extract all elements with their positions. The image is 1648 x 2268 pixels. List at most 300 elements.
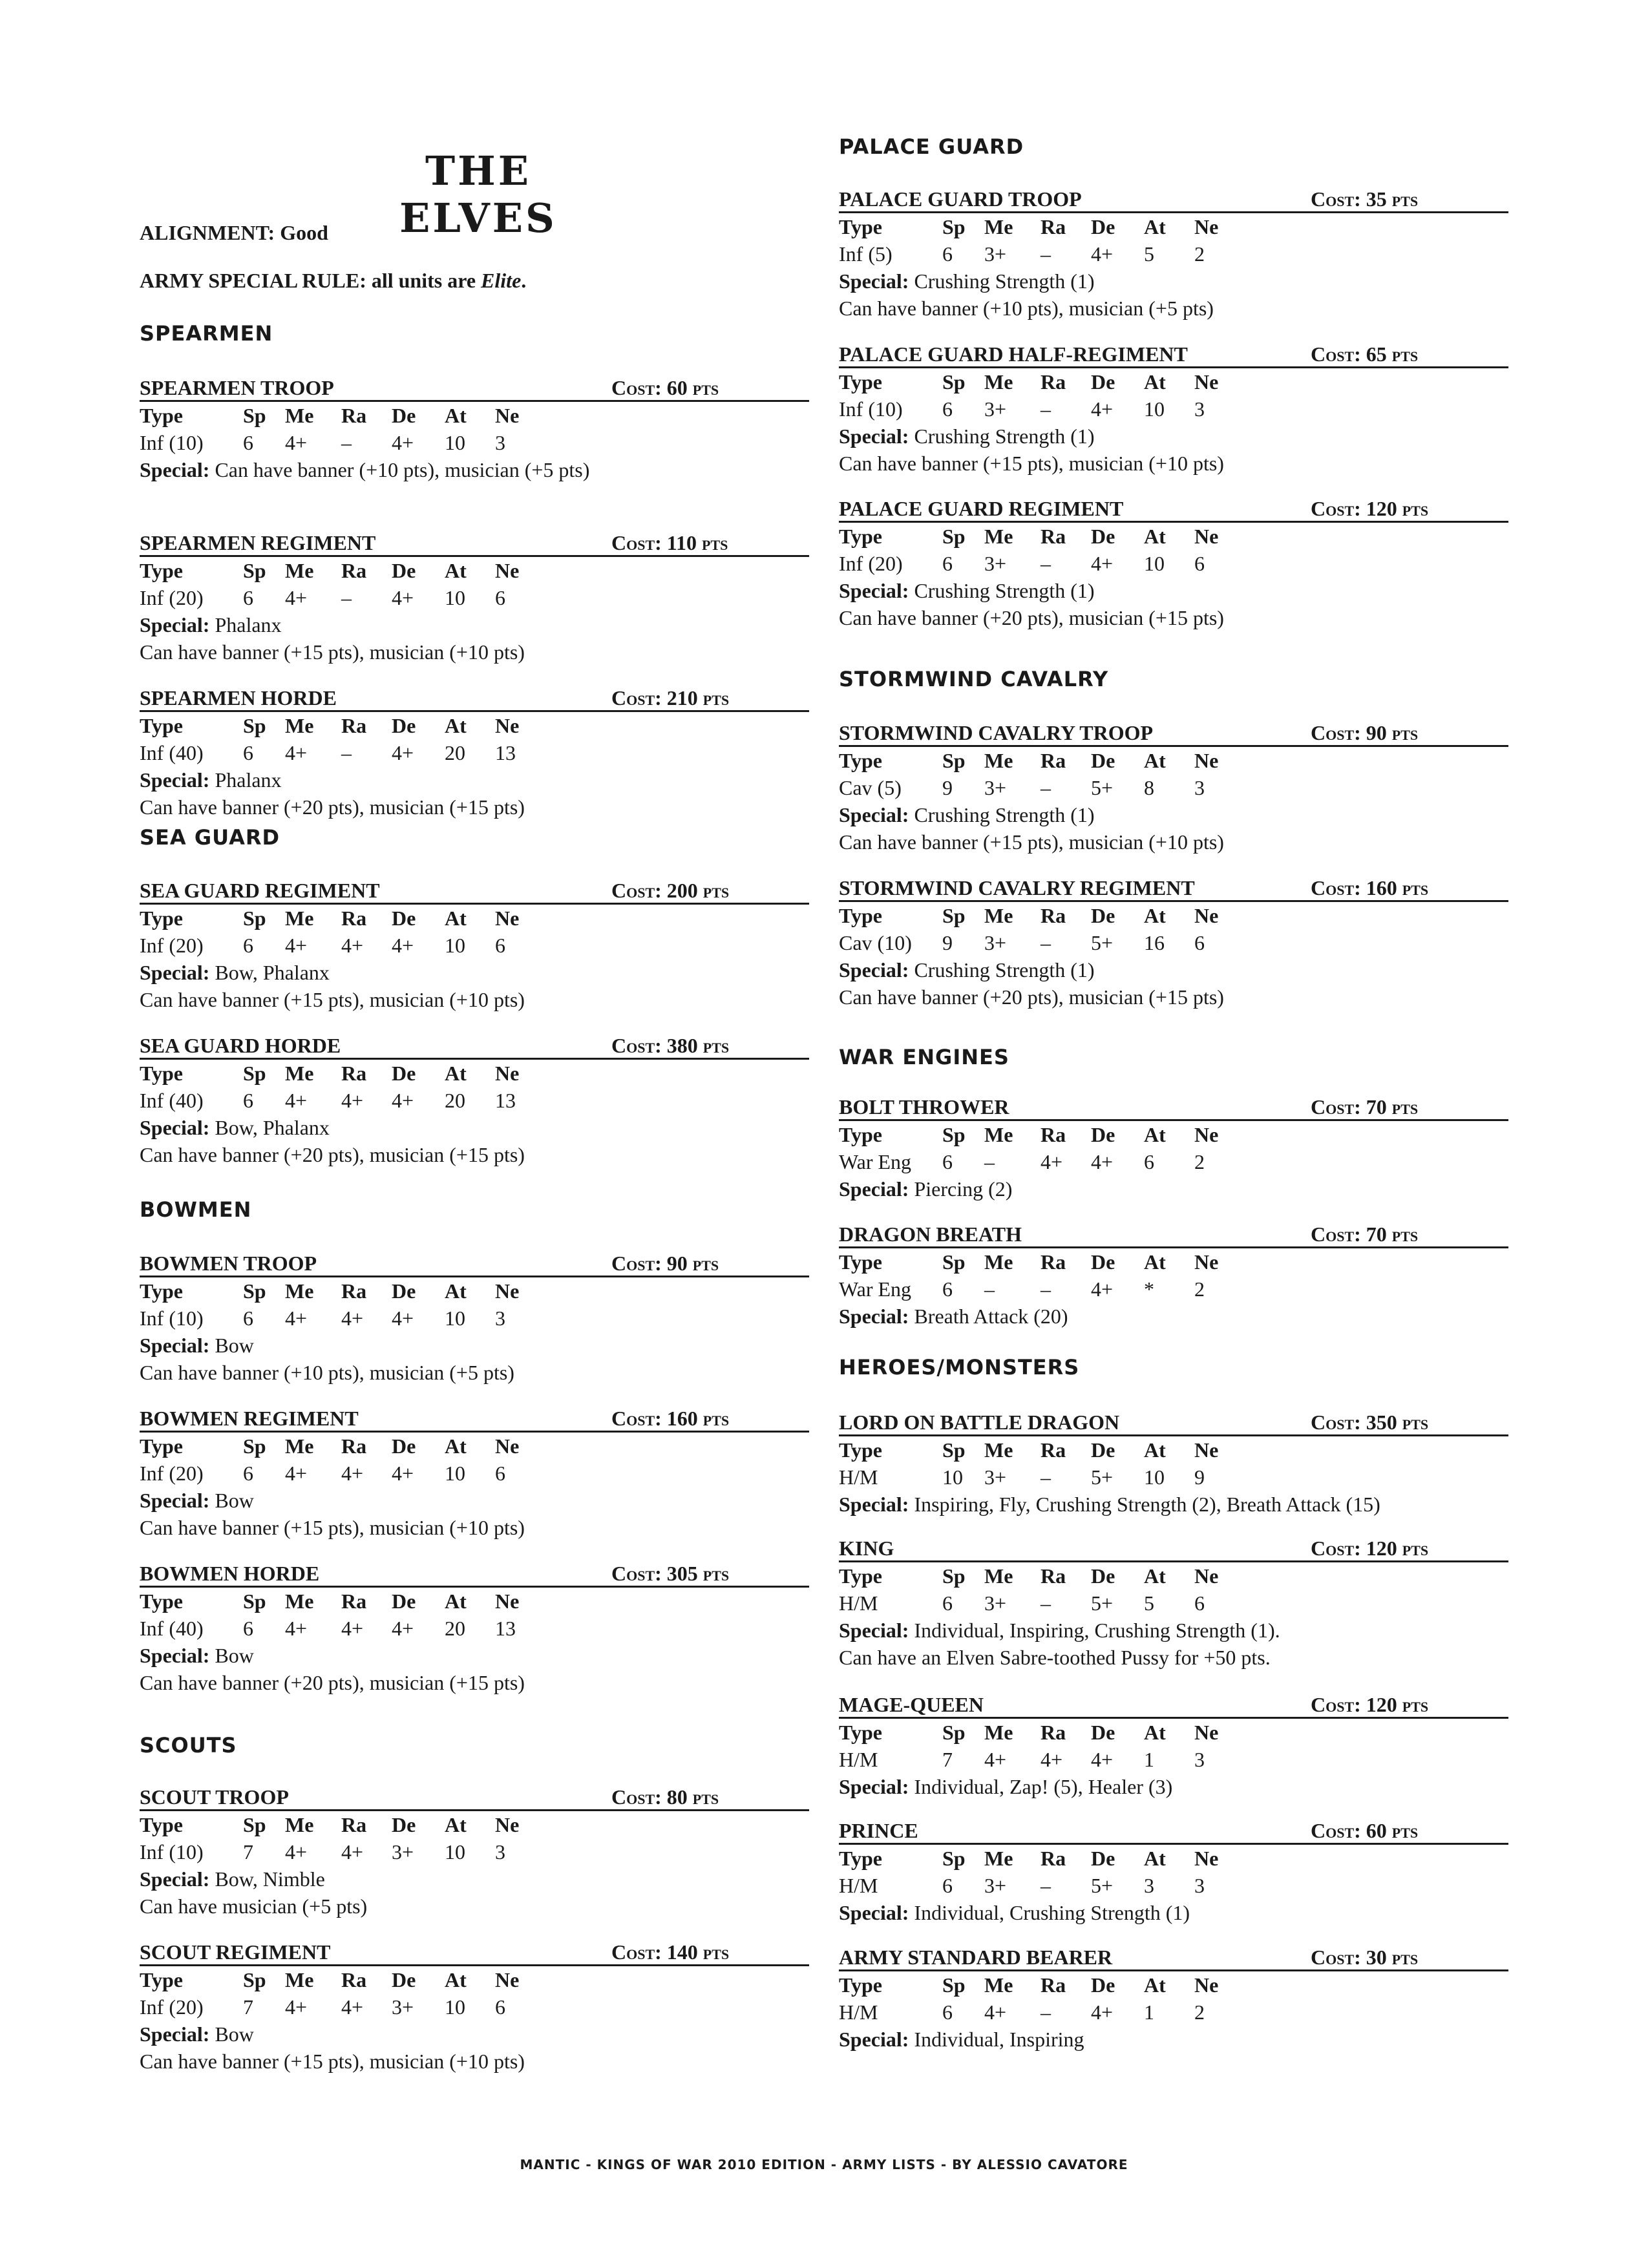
stat-value: 4+ [285,1462,308,1485]
special-text: Crushing Strength (1) [914,579,1095,602]
unit-header [839,873,1508,902]
stat-header-row [839,747,1508,774]
special-line [140,1487,809,1514]
stat-header: Type [140,907,183,930]
stat-header: De [392,1434,416,1458]
unit-entry [839,184,1508,322]
stat-header-row [839,902,1508,929]
stat-value: 3+ [984,242,1007,266]
stat-header: At [1144,1438,1166,1462]
stat-header: Ra [341,1062,367,1085]
section-title: SEA GUARD [140,825,280,850]
unit-entry [839,339,1508,477]
unit-cost: Cost: 80 pts [611,1785,719,1809]
stat-header: De [392,1062,416,1085]
stat-value-row [839,1276,1508,1303]
stat-value: 10 [445,586,465,609]
special-line [140,456,809,483]
special-text: Bow [215,1489,254,1512]
special-label: Special: [140,1489,210,1512]
stat-header: Ra [1041,1438,1066,1462]
unit-name: PALACE GUARD REGIMENT [839,497,1124,520]
unit-entry [839,1092,1508,1202]
unit-name: PALACE GUARD HALF-REGIMENT [839,342,1188,366]
unit-entry [839,1533,1508,1671]
unit-entry [140,1937,809,2075]
unit-header [140,876,809,905]
stat-header: Sp [942,904,966,927]
special-text: Bow [215,2022,254,2046]
special-text: Crushing Strength (1) [914,803,1095,826]
special-text: Individual, Inspiring, Crushing Strength (1). [914,1619,1280,1642]
stat-value: 7 [243,1840,253,1864]
special-line [839,1899,1508,1926]
stat-header: At [1144,1123,1166,1146]
footer: MANTIC - KINGS OF WAR 2010 EDITION - ARMY LISTS - BY ALESSIO CAVATORE [520,2157,1128,2172]
stat-value-row [839,1746,1508,1773]
stat-header: At [445,1968,467,1991]
stat-value: 9 [942,931,953,954]
special-label: Special: [839,1901,909,1924]
stat-header: Sp [243,404,266,427]
stat-value: – [341,586,352,609]
stat-header: De [1091,1438,1115,1462]
options-line: Can have banner (+15 pts), musician (+10 pts) [140,640,525,664]
special-text: Piercing (2) [914,1177,1013,1201]
unit-cost: Cost: 110 pts [611,531,728,554]
stat-value: – [1041,397,1051,421]
stat-value: 2 [1194,1150,1205,1173]
special-line [839,423,1508,450]
unit-name: BOWMEN REGIMENT [140,1407,359,1430]
unit-header [140,1031,809,1060]
special-label: Special: [140,1334,210,1357]
stat-header: Sp [243,907,266,930]
stat-header: Ne [1194,525,1219,548]
unit-name: MAGE-QUEEN [839,1693,984,1716]
stat-header: At [445,1434,467,1458]
stat-header: Ra [1041,1847,1066,1870]
unit-entry [839,873,1508,1011]
special-line [839,268,1508,295]
stat-header: Sp [942,1847,966,1870]
stat-value: 3+ [984,1465,1007,1489]
stat-header: Me [285,907,314,930]
stat-value: 10 [445,934,465,957]
stat-value: 6 [942,397,953,421]
unit-cost: Cost: 35 pts [1311,187,1419,211]
stat-header: Ne [1194,1564,1219,1588]
unit-header [140,1782,809,1811]
stat-value: 6 [243,431,253,454]
stat-value: 6 [243,934,253,957]
unit-name: SCOUT REGIMENT [140,1940,331,1964]
special-line [839,1617,1508,1644]
stat-value: 2 [1194,242,1205,266]
stat-header: Me [984,1250,1013,1274]
stat-value: 4+ [1091,552,1114,575]
unit-header [839,718,1508,747]
stat-value: 6 [942,552,953,575]
stat-header: Type [140,404,183,427]
stat-value: Cav (10) [839,931,912,954]
stat-header-row [839,523,1508,550]
stat-value: War Eng [839,1277,912,1301]
stat-value: 3+ [984,931,1007,954]
stat-header-row [140,1588,809,1615]
stat-header: Sp [243,1813,266,1836]
unit-cost: Cost: 90 pts [1311,721,1419,744]
stat-header: Ra [341,1279,367,1303]
stat-header-row [839,1971,1508,1999]
stat-value: 1 [1144,1748,1154,1771]
stat-value-row [140,1305,809,1332]
stat-header: Ra [1041,904,1066,927]
special-text: Bow, Phalanx [215,961,330,984]
unit-entry [140,1559,809,1696]
unit-header [140,683,809,712]
section-title: PALACE GUARD [839,134,1024,159]
stat-value: 2 [1194,2000,1205,2024]
stat-value: 4+ [392,431,414,454]
stat-value: 6 [243,586,253,609]
unit-name: SPEARMEN TROOP [140,376,334,399]
stat-header: De [1091,215,1115,238]
unit-name: SPEARMEN HORDE [140,686,337,709]
special-label: Special: [140,1644,210,1667]
stat-value: 6 [942,1874,953,1897]
stat-header: Ne [1194,749,1219,772]
stat-value: 6 [495,1995,505,2019]
stat-header: Me [984,1438,1013,1462]
special-text: Bow, Nimble [215,1867,325,1891]
stat-value-row [839,550,1508,577]
stat-value: 4+ [984,1748,1007,1771]
stat-header-row [839,1248,1508,1276]
stat-value: 6 [495,1462,505,1485]
stat-header: Ne [1194,904,1219,927]
stat-value: 6 [243,741,253,764]
stat-header-row [140,402,809,429]
unit-entry [140,528,809,666]
stat-header: At [445,907,467,930]
stat-header: Me [285,1813,314,1836]
stat-value: – [1041,552,1051,575]
stat-header: Ne [495,404,520,427]
stat-header: Sp [243,1434,266,1458]
options-line: Can have musician (+5 pts) [140,1895,368,1918]
special-text: Individual, Inspiring [914,2028,1084,2051]
stat-value: 13 [495,1089,516,1112]
unit-header [839,1942,1508,1971]
stat-value-row [140,1993,809,2021]
special-text: Inspiring, Fly, Crushing Strength (2), Breath Attack (15) [914,1493,1380,1516]
unit-header [839,1407,1508,1436]
unit-cost: Cost: 120 pts [1311,1537,1429,1560]
stat-value: 6 [495,934,505,957]
stat-value: 6 [1194,931,1205,954]
stat-value: 6 [243,1089,253,1112]
stat-header-row [839,213,1508,240]
special-line [839,2026,1508,2053]
stat-header: Me [984,1123,1013,1146]
stat-header: Sp [942,1250,966,1274]
special-label: Special: [839,1493,909,1516]
stat-value-row [839,1999,1508,2026]
options-line: Can have banner (+10 pts), musician (+5 pts) [839,297,1214,320]
stat-value-row [140,1838,809,1865]
unit-entry [839,1942,1508,2053]
stat-header: Ra [341,1434,367,1458]
unit-cost: Cost: 305 pts [611,1562,730,1585]
unit-name: PRINCE [839,1819,918,1842]
stat-header: At [1144,1847,1166,1870]
options-line: Can have banner (+15 pts), musician (+10 pts) [140,2050,525,2073]
stat-header: Sp [942,1564,966,1588]
stat-header: Me [984,215,1013,238]
options-line: Can have banner (+20 pts), musician (+15 pts) [140,1671,525,1694]
stat-header: Me [984,749,1013,772]
stat-header: Me [984,904,1013,927]
special-label: Special: [839,425,909,448]
unit-cost: Cost: 70 pts [1311,1095,1419,1118]
stat-header: De [1091,525,1115,548]
stat-value: 6 [942,1150,953,1173]
stat-header: Ra [1041,749,1066,772]
stat-header: Me [285,404,314,427]
unit-header [140,1248,809,1277]
stat-value: 4+ [392,934,414,957]
unit-name: KING [839,1537,894,1560]
stat-value: 10 [445,1840,465,1864]
stat-header: At [445,1062,467,1085]
stat-value: 4+ [984,2000,1007,2024]
options-line: Can have an Elven Sabre-toothed Pussy for +50 pts. [839,1646,1271,1669]
stat-header: Sp [243,559,266,582]
stat-header: Sp [243,1968,266,1991]
stat-header: Sp [243,1590,266,1613]
special-label: Special: [839,2028,909,2051]
stat-header: Type [140,559,183,582]
stat-header-row [839,1719,1508,1746]
stat-value: 6 [243,1462,253,1485]
stat-header: De [392,559,416,582]
special-text: Breath Attack (20) [914,1305,1068,1328]
stat-header: Ne [1194,1438,1219,1462]
stat-value: 4+ [285,586,308,609]
stat-header: De [1091,1564,1115,1588]
stat-value-row [839,774,1508,801]
stat-header-row [140,1277,809,1305]
stat-value: 8 [1144,776,1154,799]
stat-header: Me [984,1564,1013,1588]
stat-value: 4+ [1091,1277,1114,1301]
unit-name: DRAGON BREATH [839,1223,1022,1246]
stat-value: 3 [1144,1874,1154,1897]
stat-value: 3 [495,1307,505,1330]
stat-value: 6 [495,586,505,609]
stat-header-row [839,368,1508,395]
stat-value: Inf (40) [140,741,204,764]
unit-cost: Cost: 60 pts [1311,1819,1419,1842]
unit-header [140,1937,809,1966]
stat-value: – [1041,1465,1051,1489]
unit-cost: Cost: 160 pts [1311,876,1429,899]
stat-value: 10 [942,1465,963,1489]
stat-value: 10 [1144,552,1165,575]
section-title: SCOUTS [140,1733,237,1758]
stat-header: Type [140,1434,183,1458]
stat-header: Type [140,1813,183,1836]
section-title: BOWMEN [140,1197,252,1222]
stat-value: – [984,1150,995,1173]
special-text: Crushing Strength (1) [914,425,1095,448]
stat-value: Inf (20) [140,1462,204,1485]
stat-value: 2 [1194,1277,1205,1301]
section-title: HEROES/MONSTERS [839,1355,1080,1380]
stat-header: Ne [495,1968,520,1991]
stat-header: Ne [495,1590,520,1613]
stat-header: De [392,907,416,930]
unit-cost: Cost: 70 pts [1311,1223,1419,1246]
stat-header: At [445,1813,467,1836]
unit-header [140,1559,809,1588]
stat-value: 4+ [392,1307,414,1330]
stat-value: 4+ [341,1617,364,1640]
unit-entry [839,1219,1508,1330]
special-text: Bow [215,1644,254,1667]
stat-value: 7 [942,1748,953,1771]
stat-header: At [1144,215,1166,238]
special-label: Special: [839,803,909,826]
stat-header: Type [140,1590,183,1613]
stat-value: – [1041,242,1051,266]
unit-cost: Cost: 160 pts [611,1407,730,1430]
stat-value: Inf (20) [839,552,903,575]
stat-header: Type [839,1721,882,1744]
stat-value: Inf (40) [140,1617,204,1640]
unit-entry [140,1782,809,1920]
stat-header: De [1091,370,1115,394]
stat-value: 13 [495,1617,516,1640]
unit-header [839,1533,1508,1562]
alignment-value: Good [280,221,328,244]
stat-header: Sp [942,1123,966,1146]
stat-header: Sp [942,749,966,772]
stat-value: 3+ [984,552,1007,575]
stat-value: 1 [1144,2000,1154,2024]
stat-header: Ne [1194,1973,1219,1997]
unit-entry [839,718,1508,856]
unit-cost: Cost: 120 pts [1311,497,1429,520]
stat-value: Inf (10) [140,1307,204,1330]
stat-value: 9 [942,776,953,799]
stat-header: At [445,559,467,582]
special-line [839,1303,1508,1330]
special-text: Phalanx [215,768,282,792]
stat-header: Me [285,1590,314,1613]
stat-value-row [140,1087,809,1114]
stat-value-row [839,1872,1508,1899]
stat-value: 20 [445,1089,465,1112]
stat-value: H/M [839,1874,878,1897]
stat-value: 6 [1194,1591,1205,1615]
stat-value-row [140,739,809,766]
stat-header: De [392,1279,416,1303]
stat-header-row [140,1433,809,1460]
stat-value: Inf (20) [140,934,204,957]
stat-value: 20 [445,1617,465,1640]
stat-header: De [1091,1847,1115,1870]
stat-value: – [1041,2000,1051,2024]
stat-value: – [1041,931,1051,954]
unit-header [839,1816,1508,1845]
stat-value: 4+ [392,741,414,764]
stat-value-row [140,429,809,456]
stat-value: 10 [445,1462,465,1485]
unit-entry [140,373,809,483]
stat-header: Me [984,1973,1013,1997]
stat-header-row [839,1121,1508,1148]
stat-value: 6 [243,1307,253,1330]
stat-value: 4+ [392,1462,414,1485]
stat-header: At [1144,525,1166,548]
stat-value-row [839,1148,1508,1175]
options-line: Can have banner (+20 pts), musician (+15 pts) [140,1143,525,1166]
stat-value: H/M [839,1465,878,1489]
special-text: Bow [215,1334,254,1357]
stat-value: 10 [445,1995,465,2019]
stat-value: 4+ [285,1307,308,1330]
stat-value: H/M [839,2000,878,2024]
stat-header: De [392,404,416,427]
stat-header: At [1144,1250,1166,1274]
unit-header [839,1690,1508,1719]
stat-header: De [392,1590,416,1613]
stat-value: 3 [1194,397,1205,421]
stat-value: 16 [1144,931,1165,954]
stat-value: 10 [1144,1465,1165,1489]
stat-value: – [1041,1591,1051,1615]
stat-header: De [392,1968,416,1991]
special-line [140,2021,809,2048]
stat-value: 10 [1144,397,1165,421]
stat-header: At [445,714,467,737]
unit-header [140,373,809,402]
stat-header: De [1091,1250,1115,1274]
stat-value: 6 [942,1591,953,1615]
army-rule-value: Elite [481,269,522,292]
stat-value: 9 [1194,1465,1205,1489]
special-label: Special: [839,579,909,602]
stat-header: Sp [942,215,966,238]
section-title: WAR ENGINES [839,1045,1009,1069]
unit-name: PALACE GUARD TROOP [839,187,1082,211]
stat-header: Ra [1041,525,1066,548]
stat-value: – [341,741,352,764]
unit-header [839,339,1508,368]
stat-value: 4+ [341,1307,364,1330]
stat-header-row [839,1845,1508,1872]
stat-value-row [839,240,1508,268]
special-label: Special: [140,1867,210,1891]
stat-header: Type [140,714,183,737]
stat-value: 4+ [285,1995,308,2019]
stat-value: 5+ [1091,1874,1114,1897]
army-rule-end: . [521,269,527,292]
stat-value: – [1041,1277,1051,1301]
special-label: Special: [140,458,210,481]
